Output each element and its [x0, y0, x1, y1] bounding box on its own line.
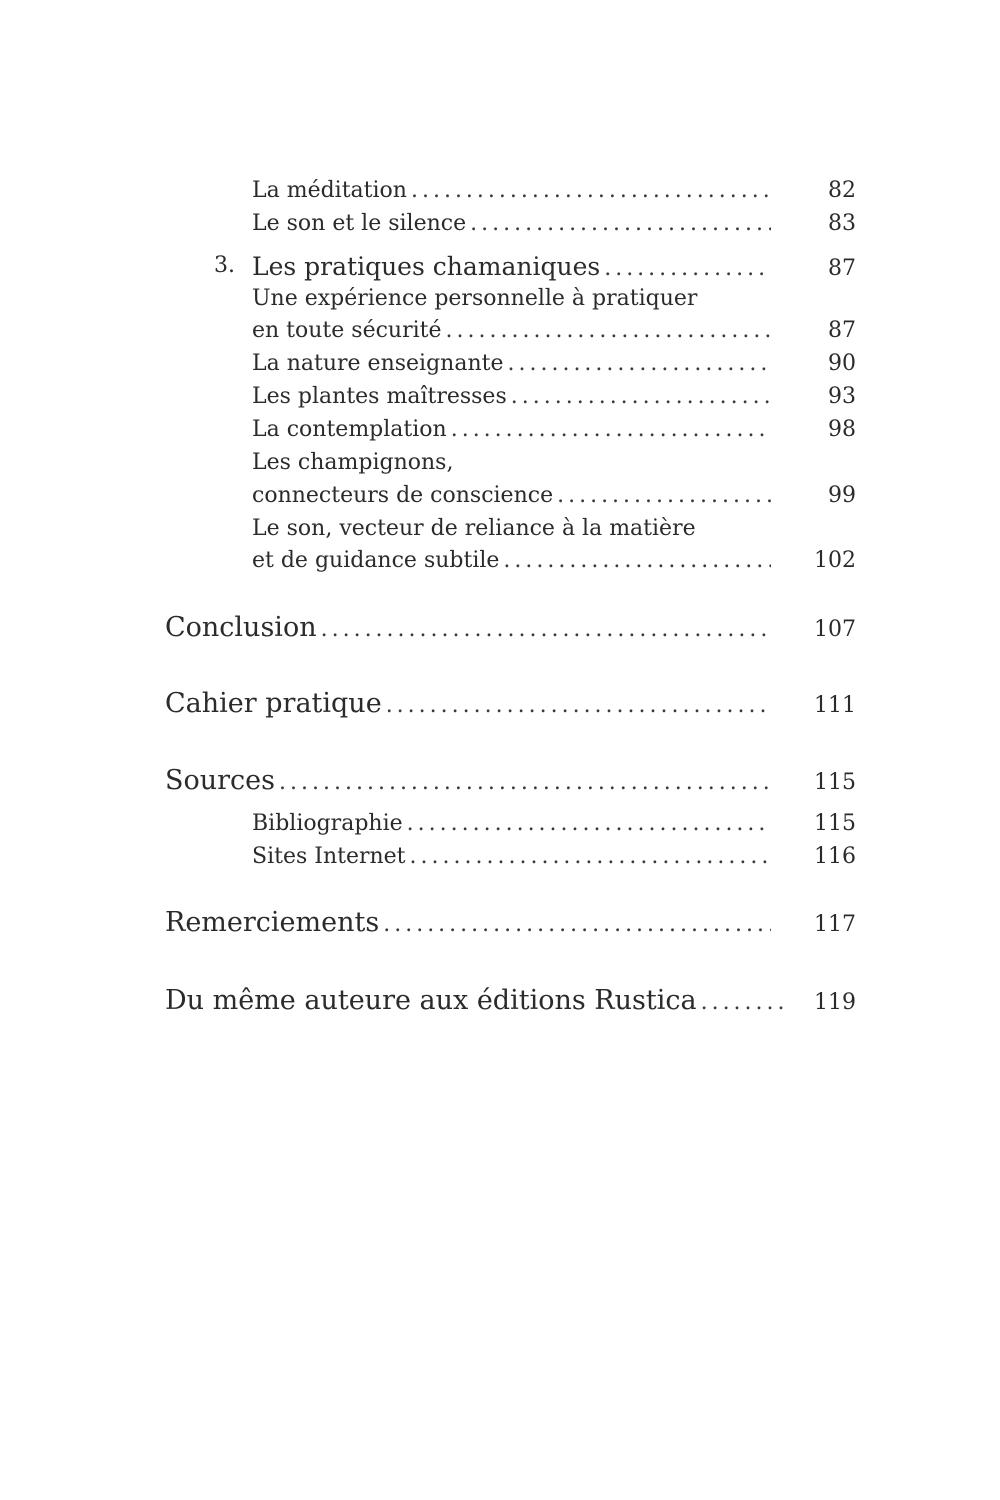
toc-entry-plantes-maitresses: [252, 384, 856, 409]
toc-entry-page: 90: [828, 351, 856, 376]
toc-section-number: 3.: [214, 253, 235, 278]
toc-entry-pratiques-chamaniques: [252, 252, 856, 281]
dot-leader: [511, 384, 771, 409]
toc-entry-du-meme-auteure: [165, 985, 856, 1016]
toc-entry-page: 83: [828, 211, 856, 236]
toc-entry-title: Conclusion: [165, 612, 317, 643]
toc-entry-title: Du même auteure aux éditions Rustica: [165, 985, 697, 1016]
dot-leader: [386, 693, 771, 718]
toc-entry-conclusion: [165, 612, 856, 643]
toc-entry-title: connecteurs de conscience: [252, 483, 554, 508]
toc-entry-page: 119: [814, 990, 856, 1015]
toc-entry-title-line1: Le son, vecteur de reliance à la matière: [252, 516, 696, 541]
toc-entry-title: La nature enseignante: [252, 351, 504, 376]
toc-entry-cahier-pratique: [165, 688, 856, 719]
toc-entry-title: Sources: [165, 765, 276, 796]
toc-entry-champignons: [252, 483, 856, 508]
toc-entry-page: 102: [814, 548, 856, 573]
toc-entry-page: 115: [814, 770, 856, 795]
dot-leader: [410, 844, 771, 869]
toc-entry-title: Bibliographie: [252, 811, 403, 836]
toc-entry-title: Remerciements: [165, 907, 380, 938]
toc-entry-remerciements: [165, 907, 856, 938]
dot-leader: [383, 912, 771, 937]
toc-entry-title: en toute sécurité: [252, 318, 442, 343]
dot-leader: [604, 256, 771, 281]
dot-leader: [507, 351, 771, 376]
toc-entry-page: 98: [828, 417, 856, 442]
dot-leader: [451, 417, 771, 442]
toc-entry-page: 115: [814, 811, 856, 836]
toc-entry-page: 99: [828, 483, 856, 508]
toc-entry-page: 87: [828, 318, 856, 343]
toc-entry-title: La contemplation: [252, 417, 447, 442]
dot-leader: [279, 770, 771, 795]
dot-leader: [701, 990, 786, 1015]
toc-entry-son-vecteur: [252, 548, 856, 573]
toc-entry-title-line1: Les champignons,: [252, 450, 454, 475]
toc-entry-sources: [165, 765, 856, 796]
toc-entry-sites-internet: [252, 844, 856, 869]
toc-entry-title: Les plantes maîtresses: [252, 384, 507, 409]
toc-entry-title: et de guidance subtile: [252, 548, 500, 573]
toc-entry-page: 107: [814, 617, 856, 642]
toc-entry-experience-personnelle: [252, 318, 856, 343]
toc-entry-bibliographie: [252, 811, 856, 836]
dot-leader: [470, 211, 771, 236]
toc-entry-page: 93: [828, 384, 856, 409]
dot-leader: [407, 811, 771, 836]
toc-entry-la-meditation: [252, 178, 856, 203]
toc-entry-title: Le son et le silence: [252, 211, 467, 236]
toc-entry-title-line1: Une expérience personnelle à pratiquer: [252, 286, 698, 311]
toc-entry-page: 111: [814, 693, 856, 718]
dot-leader: [446, 318, 771, 343]
toc-entry-le-son-et-le-silence: [252, 211, 856, 236]
dot-leader: [321, 617, 771, 642]
toc-entry-title: Cahier pratique: [165, 688, 382, 719]
toc-entry-page: 117: [814, 912, 856, 937]
toc-entry-page: 87: [828, 256, 856, 281]
toc-entry-title: Sites Internet: [252, 844, 406, 869]
dot-leader: [411, 178, 771, 203]
toc-entry-title: Les pratiques chamaniques: [252, 252, 601, 281]
toc-entry-page: 116: [814, 844, 856, 869]
toc-entry-title: La méditation: [252, 178, 407, 203]
dot-leader: [503, 548, 771, 573]
dot-leader: [557, 483, 771, 508]
toc-entry-contemplation: [252, 417, 856, 442]
toc-entry-nature-enseignante: [252, 351, 856, 376]
toc-entry-page: 82: [828, 178, 856, 203]
